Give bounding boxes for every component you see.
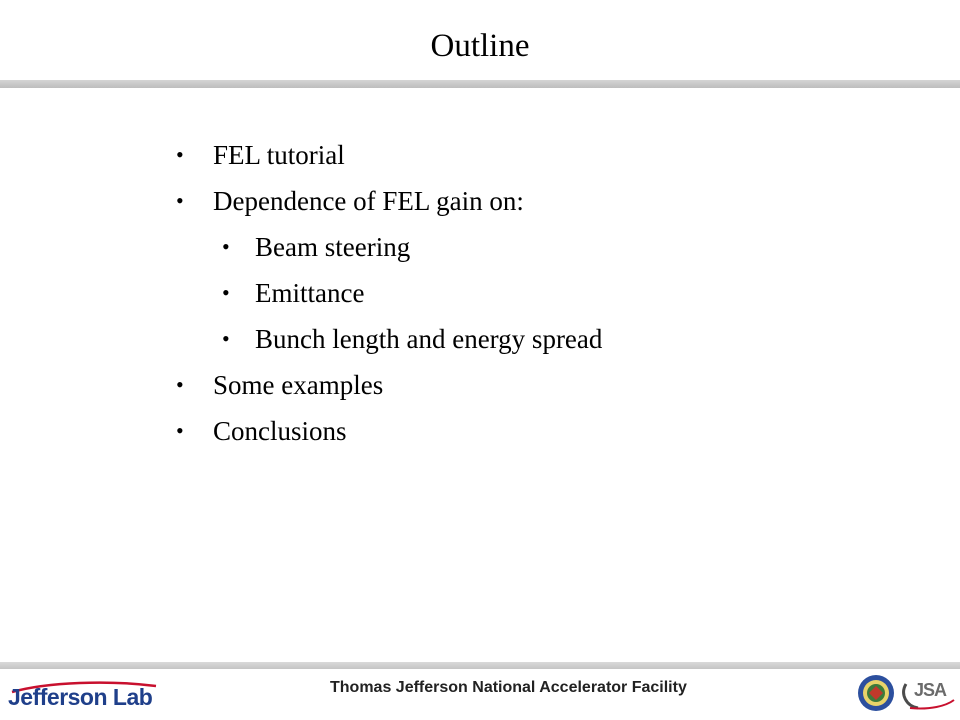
outline-item-text: Some examples xyxy=(213,370,384,400)
outline-item xyxy=(0,365,960,411)
outline-item-text: Conclusions xyxy=(213,416,347,446)
outline-subitem-text: Bunch length and energy spread xyxy=(255,324,603,354)
bullet-icon: • xyxy=(222,280,230,305)
outline-subitem xyxy=(0,273,960,319)
outline-item xyxy=(0,181,960,227)
slide-footer xyxy=(0,662,960,720)
logo-text: Jefferson Lab xyxy=(8,684,153,710)
jsa-text: JSA xyxy=(914,680,947,700)
bullet-icon: • xyxy=(222,326,230,351)
bullet-icon: • xyxy=(176,142,184,167)
outline-subitem-text: Emittance xyxy=(255,278,365,308)
outline-item-text: Dependence of FEL gain on: xyxy=(213,186,524,216)
facility-name: Thomas Jefferson National Accelerator Facility xyxy=(330,679,687,696)
bullet-icon: • xyxy=(176,372,184,397)
footer-divider xyxy=(0,662,960,669)
outline-list xyxy=(0,135,960,457)
bullet-icon: • xyxy=(222,234,230,259)
bullet-icon: • xyxy=(176,418,184,443)
outline-subitem-text: Beam steering xyxy=(255,232,411,262)
jefferson-lab-logo xyxy=(8,680,188,716)
title-divider xyxy=(0,80,960,88)
outline-item xyxy=(0,135,960,181)
doe-seal-icon xyxy=(857,674,895,712)
outline-subitem xyxy=(0,319,960,365)
outline-item xyxy=(0,411,960,457)
jsa-logo xyxy=(900,676,956,712)
outline-item-text: FEL tutorial xyxy=(213,140,345,170)
slide-title: Outline xyxy=(430,28,530,64)
bullet-icon: • xyxy=(176,188,184,213)
outline-subitem xyxy=(0,227,960,273)
